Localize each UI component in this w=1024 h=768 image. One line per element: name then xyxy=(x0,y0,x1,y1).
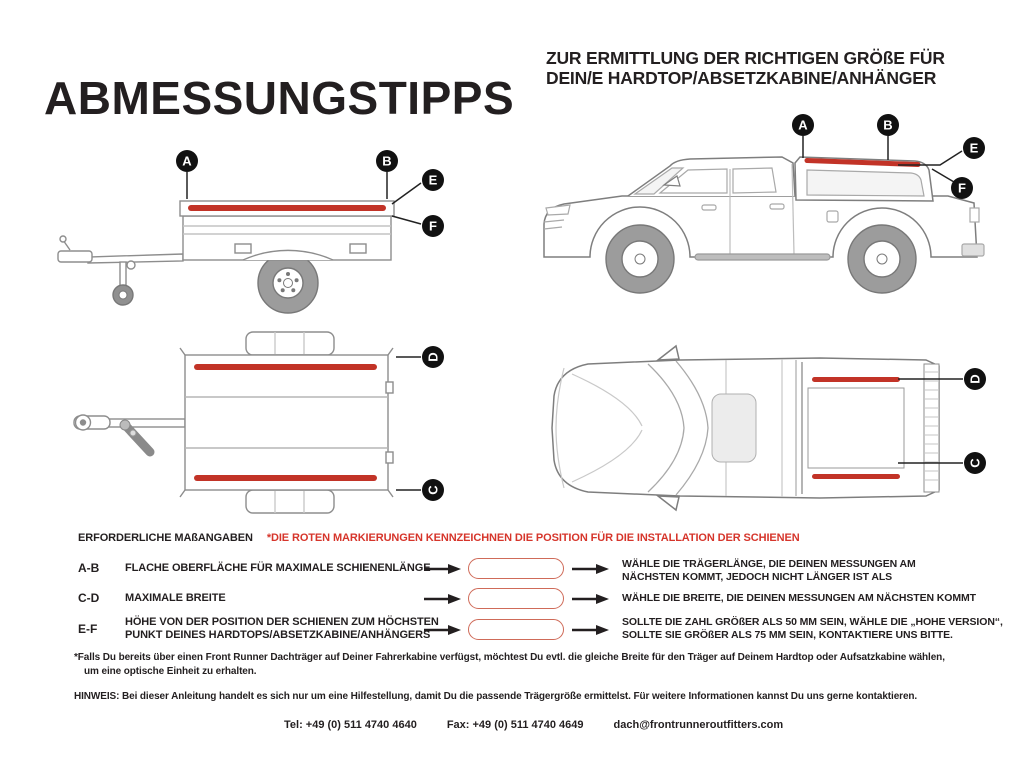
sunroof xyxy=(712,394,756,462)
label-a-badge xyxy=(792,114,814,136)
fax-number: Fax: +49 (0) 511 4740 4649 xyxy=(446,719,584,731)
row-key-ef: E-F xyxy=(78,622,98,636)
asterisk-footnote-line-1: *Falls Du bereits über einen Front Runner Dachträger auf Deiner Fahrerkabine verfügst, möchtest Du evtl. die gleiche Breite für den Träger auf Deinem Hardtop oder Aufsatzkabine wählen, xyxy=(74,652,945,663)
label-d-badge xyxy=(422,346,444,368)
row-desc-ef: HÖHE VON DER POSITION DER SCHIENEN ZUM HÖCHSTEN PUNKT DEINES HARDTOPS/ABSETZKABINE/ANHÄNGERS xyxy=(125,616,439,641)
measurement-row-ef xyxy=(0,614,1024,644)
measurement-input-ef[interactable] xyxy=(468,619,564,640)
label-b: B xyxy=(382,153,392,169)
label-f: F xyxy=(958,180,966,196)
truck-side-view-illustration xyxy=(530,108,1000,308)
handbrake-lever xyxy=(126,426,150,452)
page-title: ABMESSUNGSTIPPS xyxy=(44,71,515,124)
trailer-coupler xyxy=(58,251,92,262)
rail-position-marking xyxy=(812,474,900,479)
label-e-badge xyxy=(422,169,444,191)
asterisk-footnote-line-2: um eine optische Einheit zu erhalten. xyxy=(84,666,257,677)
label-c: C xyxy=(425,485,441,495)
rail-position-marking xyxy=(812,377,900,382)
label-c: C xyxy=(967,458,983,468)
tailgate xyxy=(924,364,939,492)
measurement-input-cd[interactable] xyxy=(468,588,564,609)
subtitle-line-2: DEIN/E HARDTOP/ABSETZKABINE/ANHÄNGER xyxy=(546,68,937,89)
label-a: A xyxy=(798,117,808,133)
label-f-badge xyxy=(951,177,973,199)
row-result-ab: WÄHLE DIE TRÄGERLÄNGE, DIE DEINEN MESSUNGEN AM NÄCHSTEN KOMMT, JEDOCH NICHT LÄNGER IST ALS xyxy=(622,558,916,583)
label-b-badge xyxy=(877,114,899,136)
label-b-badge xyxy=(376,150,398,172)
label-c-badge xyxy=(422,479,444,501)
arrow-right-icon xyxy=(572,624,610,636)
rail-position-marking xyxy=(194,364,377,370)
label-d: D xyxy=(967,374,983,384)
trailer-drawbar xyxy=(88,254,183,263)
measurements-heading: ERFORDERLICHE MAßANGABEN xyxy=(78,532,253,544)
red-markings-note: *DIE ROTEN MARKIERUNGEN KENNZEICHNEN DIE POSITION FÜR DIE INSTALLATION DER SCHIENEN xyxy=(266,532,800,544)
measurements-heading-row xyxy=(78,532,800,544)
arrow-right-icon xyxy=(572,563,610,575)
trailer-fender-bottom xyxy=(246,490,334,513)
row-key-ab: A-B xyxy=(78,561,100,575)
row-key-cd: C-D xyxy=(78,591,100,605)
label-a-badge xyxy=(176,150,198,172)
rail-position-marking xyxy=(188,205,386,211)
jockey-wheel-strut xyxy=(120,262,126,288)
trailer-drawbar xyxy=(106,419,185,427)
label-c-badge xyxy=(964,452,986,474)
row-result-ef: SOLLTE DIE ZAHL GRÖßER ALS 50 MM SEIN, WÄHLE DIE „HOHE VERSION“, SOLLTE SIE GRÖßER ALS 75 MM SEIN, KONTAKTIERE UNS BITTE. xyxy=(622,616,1003,641)
email-address: dach@frontrunneroutfitters.com xyxy=(613,719,784,731)
truck-top-view-illustration xyxy=(530,330,1000,530)
contact-footer xyxy=(284,719,783,731)
arrow-right-icon xyxy=(424,624,462,636)
trailer-side-view-illustration xyxy=(30,128,460,318)
trailer-fender-top xyxy=(246,332,334,355)
side-mirror xyxy=(658,346,679,360)
page-subtitle xyxy=(546,48,996,89)
hardtop-window xyxy=(807,170,924,196)
subtitle-line-1: ZUR ERMITTLUNG DER RICHTIGEN GRÖßE FÜR xyxy=(546,48,945,68)
label-f: F xyxy=(429,218,437,234)
label-f-badge xyxy=(422,215,444,237)
label-a: A xyxy=(182,153,192,169)
label-b: B xyxy=(883,117,893,133)
label-e-badge xyxy=(963,137,985,159)
truck-bed xyxy=(808,388,904,468)
side-mirror xyxy=(658,496,679,510)
arrow-right-icon xyxy=(572,593,610,605)
trailer-box-top xyxy=(185,355,388,490)
row-result-cd: WÄHLE DIE BREITE, DIE DEINEN MESSUNGEN AM NÄCHSTEN KOMMT xyxy=(622,592,976,604)
label-d-badge xyxy=(964,368,986,390)
label-d: D xyxy=(425,352,441,362)
label-e: E xyxy=(969,140,979,156)
trailer-top-view-illustration xyxy=(30,322,460,532)
rail-position-marking xyxy=(194,475,377,481)
arrow-right-icon xyxy=(424,563,462,575)
hinweis-note: HINWEIS: Bei dieser Anleitung handelt es sich nur um eine Hilfestellung, damit Du die passende Trägergröße ermittelst. Für weitere Informationen kannst Du uns gerne kontaktieren. xyxy=(74,691,918,702)
phone-number: Tel: +49 (0) 511 4740 4640 xyxy=(284,719,417,731)
row-desc-ab: FLACHE OBERFLÄCHE FÜR MAXIMALE SCHIENENLÄNGE xyxy=(125,562,431,574)
measurement-row-ab xyxy=(0,558,1024,588)
measurement-input-ab[interactable] xyxy=(468,558,564,579)
row-desc-cd: MAXIMALE BREITE xyxy=(125,592,226,604)
arrow-right-icon xyxy=(424,593,462,605)
label-e: E xyxy=(428,172,438,188)
